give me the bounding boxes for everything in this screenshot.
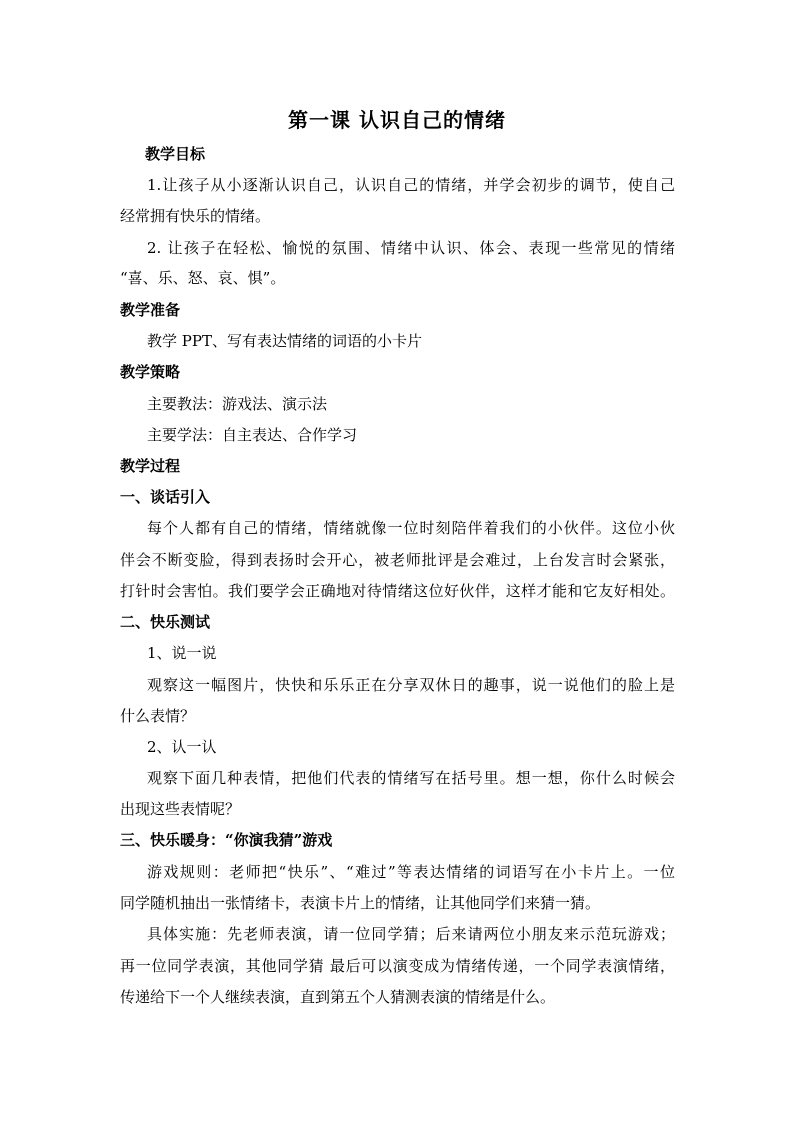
objective-2-line-1: 2. 让孩子在轻松、愉悦的氛围、情绪中认识、体会、表现一些常见的情绪 bbox=[147, 239, 675, 257]
process-heading: 教学过程 bbox=[120, 457, 181, 475]
section-2-sub-2-line-1: 观察下面几种表情，把他们代表的情绪写在括号里。想一想，你什么时候会 bbox=[147, 769, 675, 787]
section-1-line-1: 每个人都有自己的情绪，情绪就像一位时刻陪伴着我们的小伙伴。这位小伙 bbox=[147, 519, 675, 537]
strategy-learning: 主要学法：自主表达、合作学习 bbox=[147, 426, 358, 444]
section-3-impl-line-1: 具体实施：先老师表演，请一位同学猜；后来请两位小朋友来示范玩游戏； bbox=[147, 925, 675, 943]
objective-2-line-2: “喜、乐、怒、哀、惧”。 bbox=[120, 269, 286, 287]
section-2-sub-1-line-2: 什么表情？ bbox=[120, 707, 196, 725]
objectives-heading: 教学目标 bbox=[145, 145, 206, 163]
section-1-line-3: 打针时会害怕。我们要学会正确地对待情绪这位好伙伴，这样才能和它友好相处。 bbox=[120, 582, 675, 600]
objective-1-line-1: 1.让孩子从小逐渐认识自己，认识自己的情绪，并学会初步的调节，使自己 bbox=[147, 176, 675, 194]
lesson-title: 第一课 认识自己的情绪 bbox=[288, 108, 506, 132]
strategy-teaching: 主要教法：游戏法、演示法 bbox=[147, 395, 328, 413]
section-3-impl-line-3: 传递给下一个人继续表演，直到第五个人猜测表演的情绪是什么。 bbox=[120, 988, 556, 1006]
section-3-rules-line-2: 同学随机抽出一张情绪卡，表演卡片上的情绪，让其他同学们来猜一猜。 bbox=[120, 894, 601, 912]
strategy-heading: 教学策略 bbox=[120, 363, 181, 381]
section-2-heading: 二、快乐测试 bbox=[120, 613, 211, 631]
preparation-text: 教学 PPT、写有表达情绪的词语的小卡片 bbox=[147, 332, 422, 350]
section-2-sub-1-heading: 1、说一说 bbox=[147, 644, 217, 662]
section-2-sub-2-line-2: 出现这些表情呢？ bbox=[120, 800, 241, 818]
section-3-rules-line-1: 游戏规则：老师把“快乐”、“难过”等表达情绪的词语写在小卡片上。一位 bbox=[147, 863, 675, 881]
objective-1-line-2: 经常拥有快乐的情绪。 bbox=[120, 207, 271, 225]
section-3-impl-line-2: 再一位同学表演，其他同学猜 最后可以演变成为情绪传递，一个同学表演情绪， bbox=[120, 957, 675, 975]
preparation-heading: 教学准备 bbox=[120, 301, 181, 319]
section-3-heading: 三、快乐暖身：“你演我猜”游戏 bbox=[120, 831, 333, 849]
section-1-heading: 一、谈话引入 bbox=[120, 488, 211, 506]
section-2-sub-1-line-1: 观察这一幅图片，快快和乐乐正在分享双休日的趣事，说一说他们的脸上是 bbox=[147, 676, 675, 694]
section-1-line-2: 伴会不断变脸，得到表扬时会开心，被老师批评是会难过，上台发言时会紧张， bbox=[120, 551, 675, 569]
section-2-sub-2-heading: 2、认一认 bbox=[147, 738, 217, 756]
